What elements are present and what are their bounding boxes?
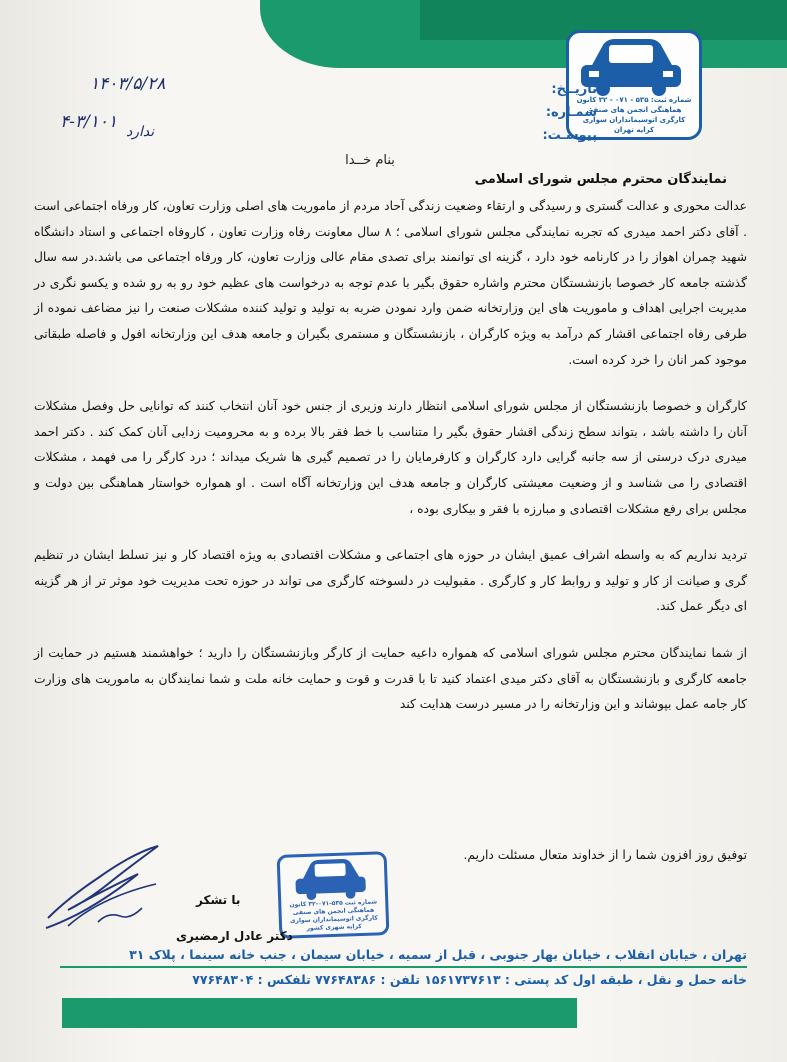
number-value: ۴-۳/۱۰۱ [60,112,118,132]
paragraph-1: عدالت محوری و عدالت گستری و رسیدگی و ارتقاء وضعیت زندگی آحاد مردم از ماموریت های اصلی وزارت تعاون، کار ورفاه اجتماعی است . آقای دکتر احمد میدری که تجربه نمایندگی مجلس شورای اسلامی ؛ ۸ سال معاونت رفاه وزارت تعاون ، کاروفاه اجتماعی و استاد دانشگاه شهید چمران اهواز را در کارنامه خود دارد ، گزینه ای توانمند برای تصدی مقام عالی وزارت تعاون، کار ورفاه اجتماعی می باشد.در سه سال گذشته جامعه کار خصوصا بازنشستگان محترم واشاره حقوق بگیر با عدم توجه به درخواست های عظیم خود رو به رو شده و یکسو نگری در مدیریت اجرایی اهداف و ماموریت های این وزارتخانه ضمن وارد نمودن ضربه به تولید و تولید کننده مشکلات صنعت را نیز مضاعف نموده از طرفی رفاه اجتماعی اقشار کم درآمد به ویژه کارگران ، بازنشستگان و مستمری بگیران و جامعه هدف این وزارتخانه افول و فاصله طبقاتی موجود کمر انان را خرد کرده است. [34,199,747,367]
date-value: ۱۴۰۳/۵/۲۸ [90,74,166,94]
thanks-label: با تشکر [196,893,241,907]
paragraph-4: از شما نمایندگان محترم مجلس شورای اسلامی که همواره داعیه حمایت از کارگر وبازنشستگان را دارید ؛ خواهشمند هستیم در حمایت از جامعه کارگری و بازنشستگان به آقای دکتر میدی اعتماد کنید تا با قدرت و قوت و حمایت خانه ملت و شما نمایندگان به ماموریت های وزارت کار جامه عمل بپوشاند و این وزارتخانه را در مسیر درست هدایت کند [34,645,747,712]
footer-address: تهران ، خیابان انقلاب ، خیابان بهار جنوبی ، قبل از سمیه ، خیابان سیمان ، جنب خانه سینما ، پلاک ۳۱ [129,947,747,962]
signer-name: دکتر عادل ارمضیری [176,929,293,943]
letter-body [34,194,747,739]
handwritten-signature [38,838,168,934]
footer-contact: خانه حمل و نقل ، طبقه اول کد پستی : ۱۵۶۱۷۳۷۶۱۳ تلفن : ۷۷۶۴۸۳۸۶ تلفکس : ۷۷۶۴۸۳۰۴ [192,972,747,987]
organization-stamp [277,851,390,939]
addressee: نمایندگان محترم مجلس شورای اسلامی [474,172,727,187]
attachment-value: ندارد [126,124,155,140]
header-fields [542,78,597,147]
footer-divider [60,966,747,968]
basmala: بنام خــدا [345,153,395,168]
date-label: تاریــخ: [551,82,597,97]
stamp-caption: شماره ثبت ۵۳۵-۰۷۱-۳۲ کانون هماهنگی انجمن های صنفی کارگری اتوسیمانداران سواری کرایه شهری کشور [289,898,378,932]
number-label: شمـاره: [545,105,597,120]
closing-line: توفیق روز افزون شما را از خداوند متعال مسئلت داریم. [463,848,747,862]
paragraph-2: کارگران و خصوصا بازنشستگان از مجلس شورای اسلامی انتظار دارند وزیری از جنس خود آنان انتخاب کنند که توانایی حل وفصل مشکلات آنان را داشته باشد ، بتواند سطح زندگی اقشار حقوق بگیر را متناسب با خط فقر بالا برده و به محرومیت زدایی آنان کمک کند . دکتر احمد میدری درک درستی از سه جانبه گرایی دارد کارگران و کارفرمایان را در تصمیم گیری ها شریک میداند ؛ درد کارگر را می فهمد ، مشکلات اقتصادی را می شناسد و از وضعیت معیشتی کارگران و جامعه هدف این وزارتخانه آگاه است . او همواره خواستار هماهنگی بین دولت و مجلس برای رفع مشکلات اقتصادی و مبارزه با فقر و بیکاری بوده ، [34,399,747,516]
paragraph-3: تردید نداریم که به واسطه اشراف عمیق ایشان در حوزه های اجتماعی و مشکلات اقتصادی به ویژه اقتصاد کار و نیز تسلط ایشان در تنظیم گری و صیانت از کار و تولید و روابط کار و کارگری . مقبولیت در دلسوخته کارگری می تواند در حوزه تحت مدیریت خود موثر تر از هر گزینه ای دیگر عمل کند. [34,548,747,614]
logo-caption: شماره ثبت: ۵۳۵ - ۰۷۱ - ۳۲ کانون هماهنگی انجمن های صنفی کارگری اتوسیمانداران سواری کرایه تهران [576,96,692,134]
attachment-label: پیوسـت: [542,128,597,143]
footer-band [62,998,577,1028]
stamp-car-icon [282,856,379,901]
